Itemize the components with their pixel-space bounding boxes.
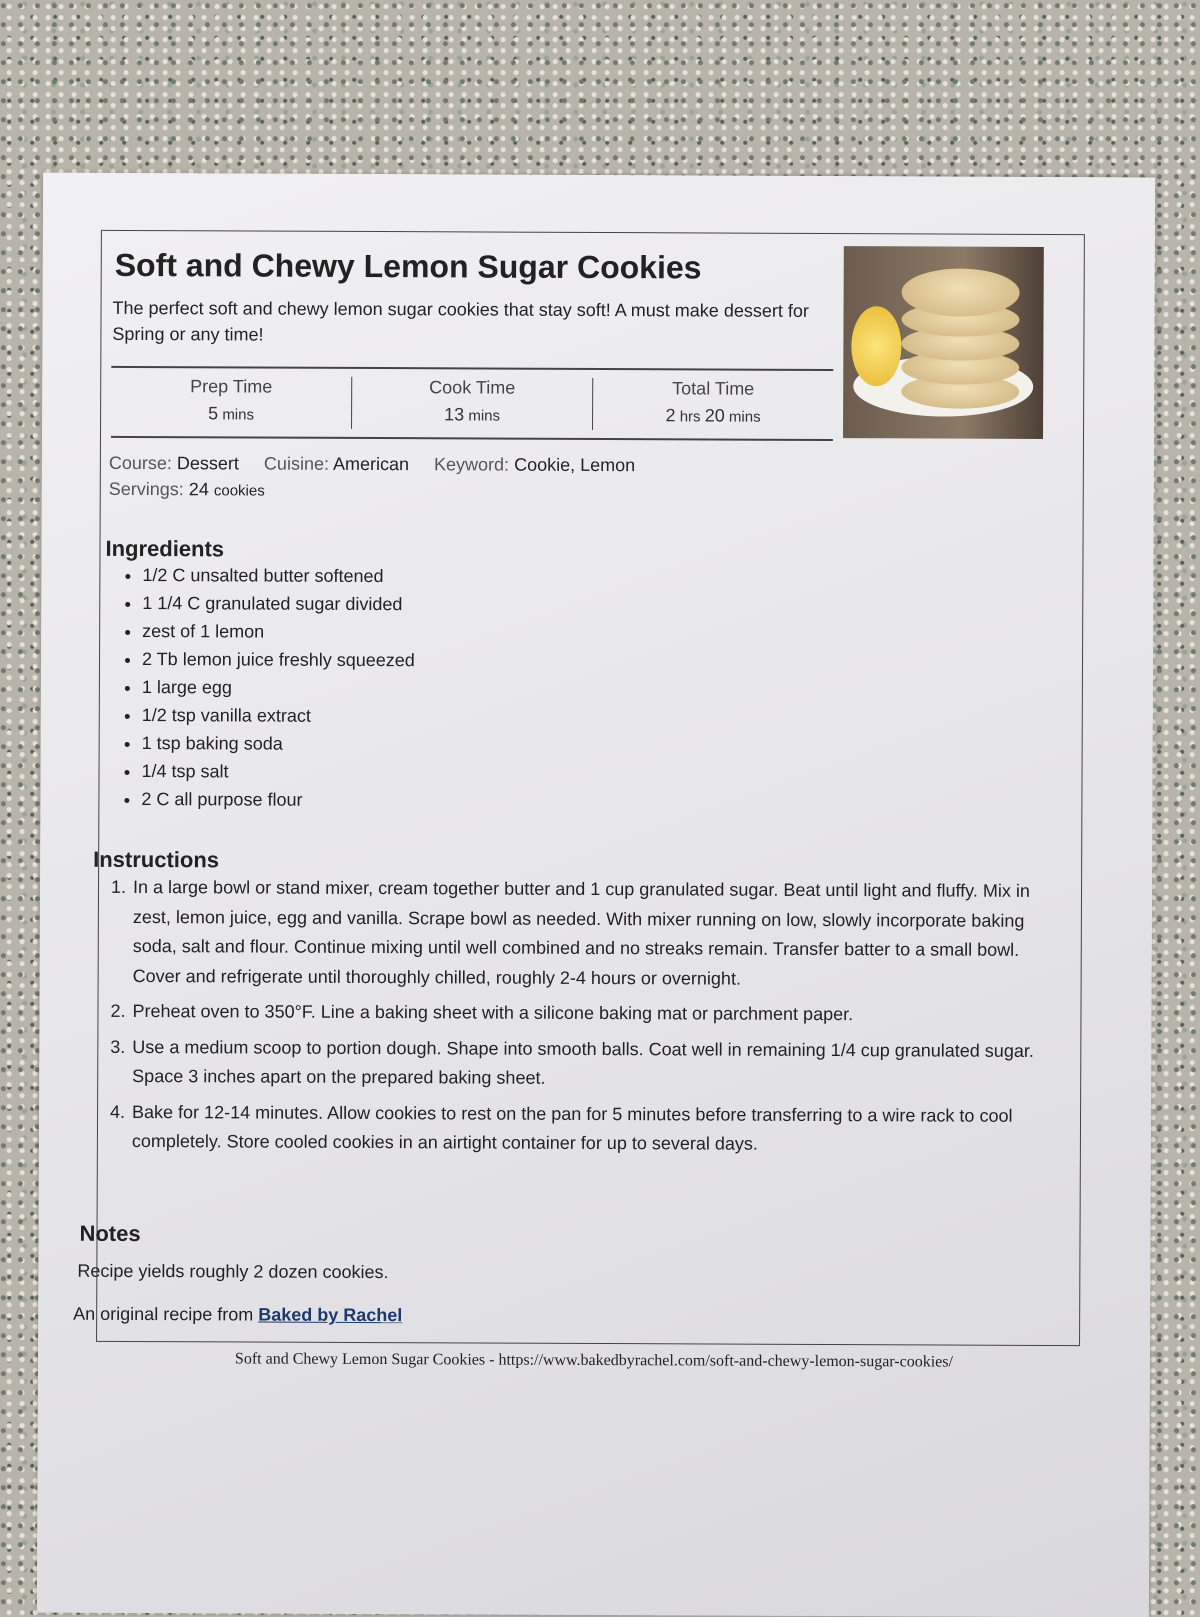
cookie (902, 268, 1020, 317)
instruction-step: 4. Bake for 12-14 minutes. Allow cookies to rest on the pan for 5 minutes before transferring to a wire rack to cool completely. Store cooled cookies in an airtight container for up to several days. (130, 1097, 1060, 1160)
ingredient-item: • 1/2 C unsalted butter softened (142, 561, 415, 590)
recipe-summary: The perfect soft and chewy lemon sugar cookies that stay soft! A must make dessert for Spring or any time! (112, 297, 809, 345)
instructions-list (106, 873, 1061, 1167)
servings-value: 24 (188, 479, 209, 500)
course-label: Course: (108, 452, 172, 474)
recipe-credit (73, 1304, 402, 1326)
credit-prefix: An original recipe from (73, 1303, 259, 1325)
print-footer: Soft and Chewy Lemon Sugar Cookies - https://www.bakedbyrachel.com/soft-and-chewy-lemon-sugar-cookies/ (234, 1350, 954, 1371)
time-label: Total Time (672, 378, 755, 399)
time-number: 20 (704, 405, 725, 426)
ingredient-item: • 1 large egg (142, 673, 415, 702)
keyword-label: Keyword: (434, 454, 510, 475)
instruction-step: 3. Use a medium scoop to portion dough. Shape into smooth balls. Coat well in remaining 1/4 cup granulated sugar. Space 3 inches apart on the prepared baking sheet. (130, 1032, 1060, 1095)
time-value (593, 405, 833, 427)
baked-by-rachel-link[interactable]: Baked by Rachel (258, 1304, 403, 1326)
time-total-time (592, 378, 833, 431)
time-number: 13 (444, 404, 465, 425)
lemon-slice (851, 306, 901, 386)
time-prep-time (111, 368, 351, 437)
ingredient-item: • 1/4 tsp salt (141, 757, 414, 786)
ingredient-item: • 1 tsp baking soda (142, 729, 415, 758)
keyword-value: Cookie, Lemon (514, 454, 636, 476)
ingredients-list (101, 561, 415, 814)
time-value (111, 403, 351, 425)
ingredient-item: • 1/2 tsp vanilla extract (142, 701, 415, 730)
time-unit: mins (724, 408, 761, 426)
instructions-heading: Instructions (93, 846, 220, 873)
instruction-step: 2. Preheat oven to 350°F. Line a baking sheet with a silicone baking mat or parchment paper. (130, 997, 1060, 1031)
printed-page (37, 173, 1155, 1617)
time-unit: hrs (675, 408, 705, 426)
ingredient-item: • 2 C all purpose flour (141, 785, 414, 814)
time-unit: mins (464, 407, 501, 425)
time-value (352, 404, 592, 426)
time-label: Cook Time (429, 377, 516, 398)
instruction-step: 1. In a large bowl or stand mixer, cream together butter and 1 cup granulated sugar. Beat until light and fluffy. Mix in zest, lemon juice, egg and vanilla. Scrape bowl as needed. With mixer running on low, slowly incorporate baking soda, salt and flour. Continue mixing until well combined and no streaks remain. Transfer batter to a small bowl. Cover and refrigerate until thoroughly chilled, roughly 2-4 hours or overnight. (131, 873, 1062, 995)
servings-unit: cookies (213, 482, 265, 500)
notes-text: Recipe yields roughly 2 dozen cookies. (77, 1260, 389, 1283)
time-label: Prep Time (190, 376, 273, 397)
ingredient-item: • 1 1/4 C granulated sugar divided (142, 589, 415, 618)
ingredient-item: • 2 Tb lemon juice freshly squeezed (142, 645, 415, 674)
recipe-times (111, 366, 833, 441)
course-value: Dessert (176, 453, 239, 474)
recipe-title: Soft and Chewy Lemon Sugar Cookies (114, 246, 702, 286)
ingredient-item: • zest of 1 lemon (142, 617, 415, 646)
servings-label: Servings: (108, 478, 184, 500)
cuisine-value: American (332, 453, 410, 475)
recipe-card (73, 230, 1085, 1346)
time-number: 2 (665, 405, 676, 426)
cookie-photo (843, 246, 1044, 439)
time-number: 5 (208, 403, 219, 424)
time-cook-time (351, 377, 592, 430)
recipe-meta (109, 449, 656, 507)
notes-heading: Notes (79, 1220, 141, 1247)
time-unit: mins (218, 406, 255, 424)
cuisine-label: Cuisine: (263, 453, 330, 474)
ingredients-heading: Ingredients (105, 535, 225, 562)
